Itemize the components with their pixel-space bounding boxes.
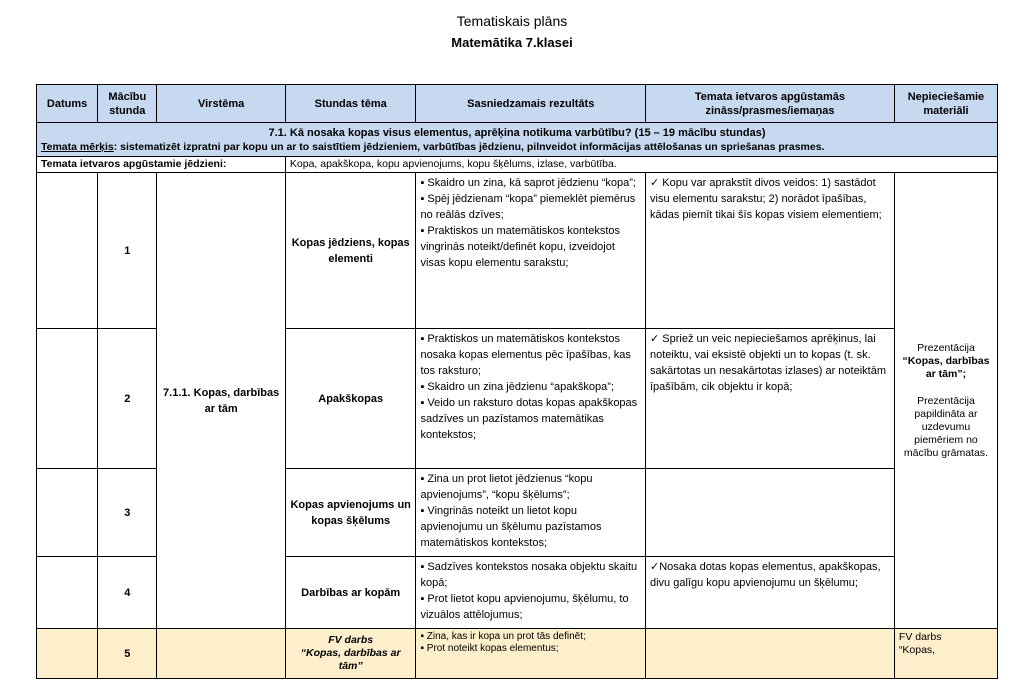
fv-theme <box>285 629 416 679</box>
subtopic-cell: 7.1.1. Kopas, darbības ar tām <box>157 173 286 629</box>
skills-cell <box>646 629 895 679</box>
results-cell <box>416 173 646 329</box>
lesson-number: 4 <box>98 557 157 629</box>
lesson-theme: Apakškopas <box>285 329 416 469</box>
lesson-theme: Kopas apvienojums un kopas šķēlums <box>285 469 416 557</box>
skills-cell: ✓Nosaka dotas kopas elementus, apakškopas, divu galīgu kopu apvienojumu un šķēlumu; <box>646 557 895 629</box>
material-line: “Kopas, <box>898 644 936 656</box>
material-presentation-title: “Kopas, darbības ar tām”; <box>902 354 990 380</box>
date-cell <box>37 557 98 629</box>
lesson-number: 1 <box>98 173 157 329</box>
document-subtitle: Matemātika 7.klasei <box>451 35 573 50</box>
result-item: ▪ Skaidro un zina, kā saprot jēdzienu “kopa”; <box>420 177 636 189</box>
date-cell <box>37 173 98 329</box>
materials-cell <box>894 629 997 679</box>
header-row <box>37 85 998 123</box>
result-item: ▪ Zina, kas ir kopa un prot tās definēt; <box>420 631 586 642</box>
results-cell <box>416 629 646 679</box>
header-subtopic: Virstēma <box>157 85 286 123</box>
result-item: ▪ Sadzīves kontekstos nosaka objektu skaitu kopā; <box>420 561 638 589</box>
results-cell <box>416 557 646 629</box>
results-cell <box>416 469 646 557</box>
header-lesson: Mācību stunda <box>98 85 157 123</box>
fv-row <box>37 629 998 679</box>
header-date: Datums <box>37 85 98 123</box>
results-cell <box>416 329 646 469</box>
fv-theme-line: FV darbs <box>328 634 374 646</box>
lesson-theme: Darbības ar kopām <box>285 557 416 629</box>
header-lesson-theme: Stundas tēma <box>285 85 416 123</box>
fv-theme-line: “Kopas, darbības ar tām” <box>300 647 401 672</box>
date-cell <box>37 469 98 557</box>
header-results: Sasniedzamais rezultāts <box>416 85 646 123</box>
result-item: ▪ Praktiskos un matemātiskos kontekstos vingrinās noteikt/definēt kopu, izveidojot visas kopu elementu sarakstu; <box>420 225 620 269</box>
date-cell <box>37 329 98 469</box>
lesson-theme: Kopas jēdziens, kopas elementi <box>285 173 416 329</box>
result-item: ▪ Vingrinās noteikt un lietot kopu apvienojumu un šķēlumu pazīstamos matemātiskos kontekstos; <box>420 505 602 549</box>
topic-goal <box>41 141 993 154</box>
material-line: FV darbs <box>898 631 942 643</box>
result-item: ▪ Zina un prot lietot jēdzienus “kopu apvienojums”, “kopu šķēlums”; <box>420 473 593 501</box>
result-item: ▪ Veido un raksturo dotas kopas apakškopas sadzīves un pazīstamos matemātikas kontekstos; <box>420 397 638 441</box>
topic-goal-label: Temata mērķis <box>41 141 114 153</box>
terms-row <box>37 157 998 173</box>
result-item: ▪ Prot noteikt kopas elementus; <box>420 643 559 654</box>
lesson-row <box>37 173 998 329</box>
skills-cell: ✓ Kopu var aprakstīt divos veidos: 1) sastādot visu elementu sarakstu; 2) norādot īpašības, kādas piemīt tikai šīs kopas visiem elementiem; <box>646 173 895 329</box>
terms-value: Kopa, apakškopa, kopu apvienojums, kopu šķēlums, izlase, varbūtība. <box>285 157 997 173</box>
result-item: ▪ Prot lietot kopu apvienojumu, šķēlumu, to vizuālos attēlojumus; <box>420 593 629 621</box>
result-item: ▪ Skaidro un zina jēdzienu “apakškopa”; <box>420 381 614 393</box>
skills-cell <box>646 469 895 557</box>
lesson-number: 3 <box>98 469 157 557</box>
lesson-number: 5 <box>98 629 157 679</box>
topic-row <box>37 123 998 157</box>
topic-title: 7.1. Kā nosaka kopas visus elementus, aprēķina notikuma varbūtību? (15 – 19 mācību stundas) <box>268 127 766 139</box>
header-skills: Temata ietvaros apgūstamās zināss/prasmes/iemaņas <box>646 85 895 123</box>
materials-cell <box>894 173 997 629</box>
result-item: ▪ Praktiskos un matemātiskos kontekstos nosaka kopas elementus pēc īpašības, kas tos raksturo; <box>420 333 631 377</box>
header-materials: Nepieciešamie materiāli <box>894 85 997 123</box>
document-title: Tematiskais plāns <box>456 13 568 29</box>
material-line: Prezentācija <box>917 341 975 354</box>
topic-goal-text: : sistematizēt izpratni par kopu un ar to saistītiem jēdzieniem, varbūtības jēdzienu, pilnveidot informācijas attēlošanas un spriešanas prasmes. <box>113 141 825 153</box>
skills-cell: ✓ Spriež un veic nepieciešamos aprēķinus, lai noteiktu, vai eksistē objekti un to kopas (t. sk. sakārtotas un nesakārtotas izlases) ar noteiktām īpašībām, cik objektu ir kopā; <box>646 329 895 469</box>
result-item: ▪ Spēj jēdzienam “kopa” piemeklēt piemērus no reālās dzīves; <box>420 193 636 221</box>
terms-label: Temata ietvaros apgūstamie jēdzieni: <box>37 157 286 173</box>
lesson-number: 2 <box>98 329 157 469</box>
date-cell <box>37 629 98 679</box>
subtopic-cell <box>157 629 286 679</box>
material-line: Prezentācija papildināta ar uzdevumu piemēriem no mācību grāmatas. <box>903 394 988 459</box>
thematic-plan-table <box>36 84 998 679</box>
